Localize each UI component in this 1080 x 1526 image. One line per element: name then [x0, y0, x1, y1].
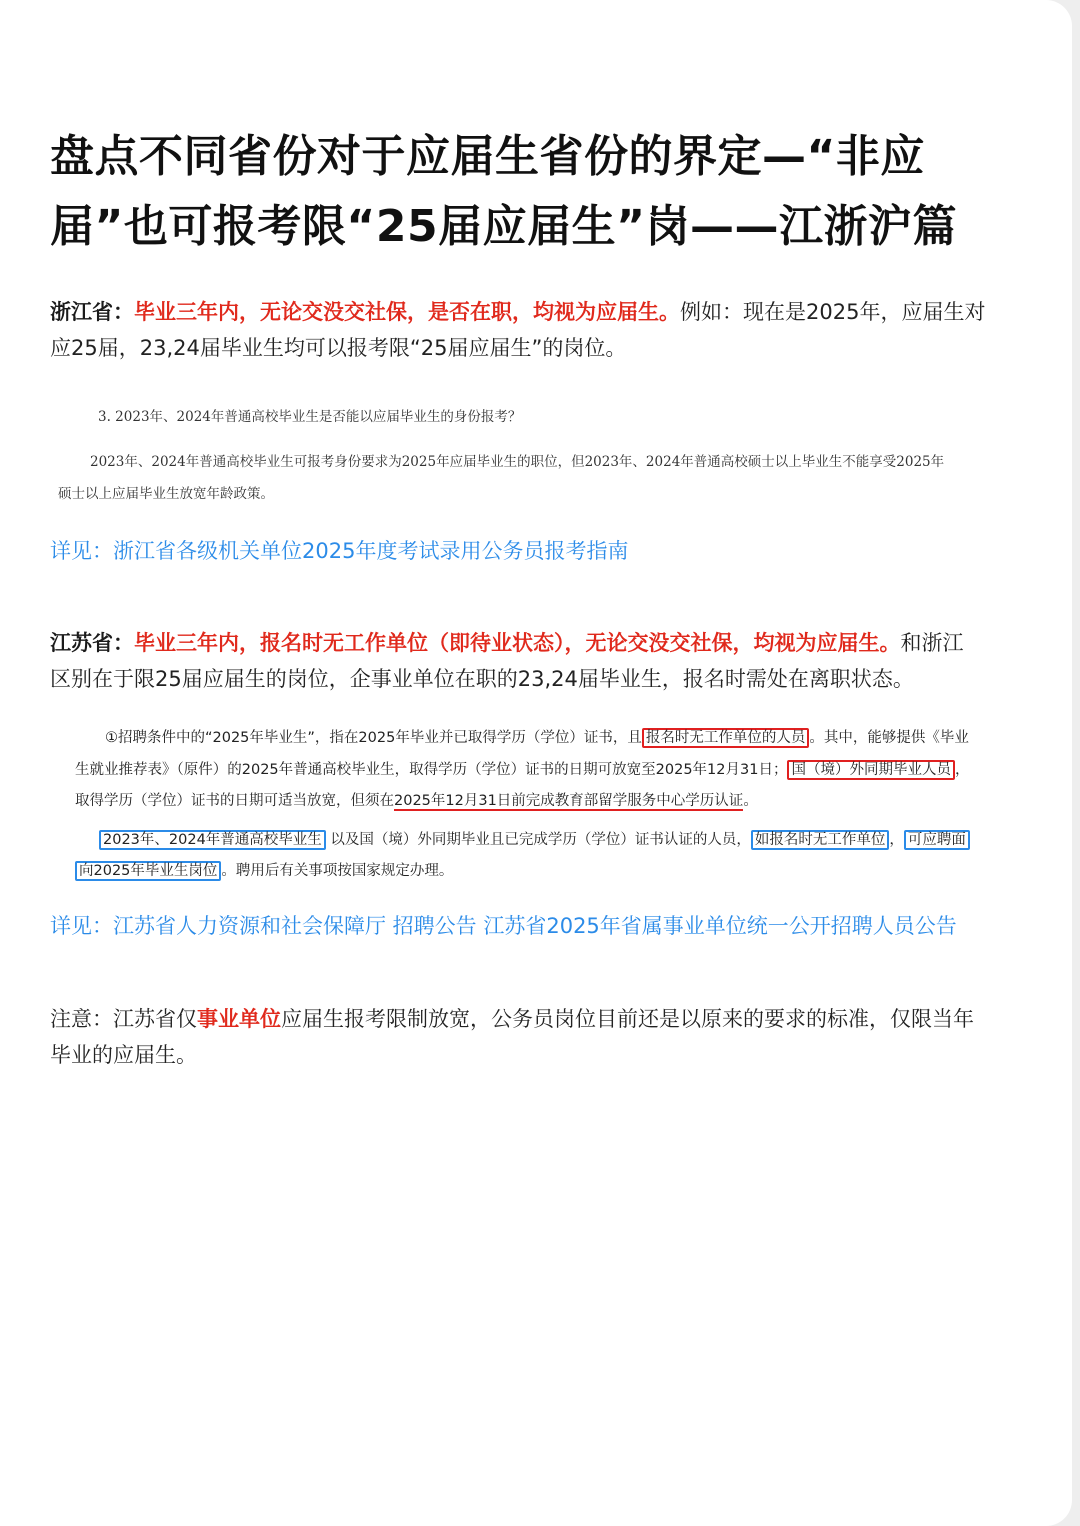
notice-l4-box1: 2023年、2024年普通高校毕业生 [99, 830, 326, 850]
notice-l2-b: ， [954, 762, 970, 778]
note-text-2: 毕业的应届生。 [50, 1043, 197, 1067]
notice-l4-a: 以及国（境）外同期毕业且已完成学历（学位）证书认证的人员， [330, 832, 751, 848]
notice-l2-box: 国（境）外同期毕业人员 [787, 760, 955, 780]
zhejiang-label: 浙江省： [50, 300, 134, 324]
notice-l3-underline: 2025年12月31日前完成教育部留学服务中心学历认证 [394, 793, 744, 809]
notice-l3-b: 。 [743, 793, 758, 809]
notice-line-4 [75, 828, 1010, 849]
note-text-1: 应届生报考限制放宽，公务员岗位目前还是以原来的要求的标准，仅限当年 [281, 1007, 974, 1031]
note-prefix: 注意：江苏省仅 [50, 1007, 197, 1031]
notice-line-1 [75, 726, 1010, 747]
title-line-2: 届”也可报考限“25届应届生”岗——江浙沪篇 [50, 201, 957, 252]
zhejiang-source-link[interactable]: 详见：浙江省各级机关单位2025年度考试录用公务员报考指南 [50, 539, 629, 563]
notice-l3-a: 取得学历（学位）证书的日期可适当放宽，但须在 [75, 793, 394, 809]
note-paragraph [50, 1001, 1030, 1073]
zhejiang-paragraph [50, 294, 1030, 366]
notice-l1-b: 。其中，能够提供《毕业 [809, 730, 969, 746]
notice-l1-box: 报名时无工作单位的人员 [642, 728, 810, 748]
notice-line-3 [75, 789, 1010, 810]
zhejiang-excerpt-answer-2: 硕士以上应届毕业生放宽年龄政策。 [58, 486, 274, 502]
notice-l1-a: ①招聘条件中的“2025年毕业生”，指在2025年毕业并已取得学历（学位）证书，且 [105, 730, 642, 746]
jiangsu-source-link[interactable]: 详见：江苏省人力资源和社会保障厅 招聘公告 江苏省2025年省属事业单位统一公开招聘人员公告 [50, 914, 957, 938]
jiangsu-highlight: 毕业三年内，报名时无工作单位（即待业状态），无论交没交社保，均视为应届生。 [134, 631, 901, 655]
notice-l4-box2: 如报名时无工作单位 [751, 830, 890, 850]
article-title [50, 122, 1040, 262]
jiangsu-text-1: 和浙江 [900, 631, 964, 655]
notice-l2-a: 生就业推荐表》（原件）的2025年普通高校毕业生，取得学历（学位）证书的日期可放宽至2025年12月31日； [75, 762, 788, 778]
notice-l4-box3: 可应聘面 [904, 830, 970, 850]
zhejiang-excerpt-question: 3. 2023年、2024年普通高校毕业生是否能以应届毕业生的身份报考？ [98, 409, 522, 425]
title-line-1: 盘点不同省份对于应届生省份的界定—“非应 [50, 131, 925, 182]
jiangsu-text-2: 区别在于限25届应届生的岗位，企事业单位在职的23,24届毕业生，报名时需处在离职状态。 [50, 667, 914, 691]
notice-line-2 [75, 758, 1010, 779]
jiangsu-paragraph [50, 625, 1030, 697]
notice-l4-b: ， [889, 832, 904, 848]
zhejiang-text-2: 应25届，23,24届毕业生均可以报考限“25届应届生”的岗位。 [50, 336, 627, 360]
zhejiang-text-1: 例如：现在是2025年，应届生对 [680, 300, 986, 324]
zhejiang-highlight: 毕业三年内，无论交没交社保，是否在职，均视为应届生。 [134, 300, 680, 324]
notice-l5-a: 。聘用后有关事项按国家规定办理。 [221, 863, 454, 879]
zhejiang-excerpt-answer-1: 2023年、2024年普通高校毕业生可报考身份要求为2025年应届毕业生的职位，但2023年、2024年普通高校硕士以上毕业生不能享受2025年 [90, 454, 945, 470]
notice-line-5 [75, 859, 1010, 880]
notice-l5-box: 向2025年毕业生岗位 [75, 861, 221, 881]
note-highlight: 事业单位 [197, 1007, 281, 1031]
jiangsu-label: 江苏省： [50, 631, 134, 655]
